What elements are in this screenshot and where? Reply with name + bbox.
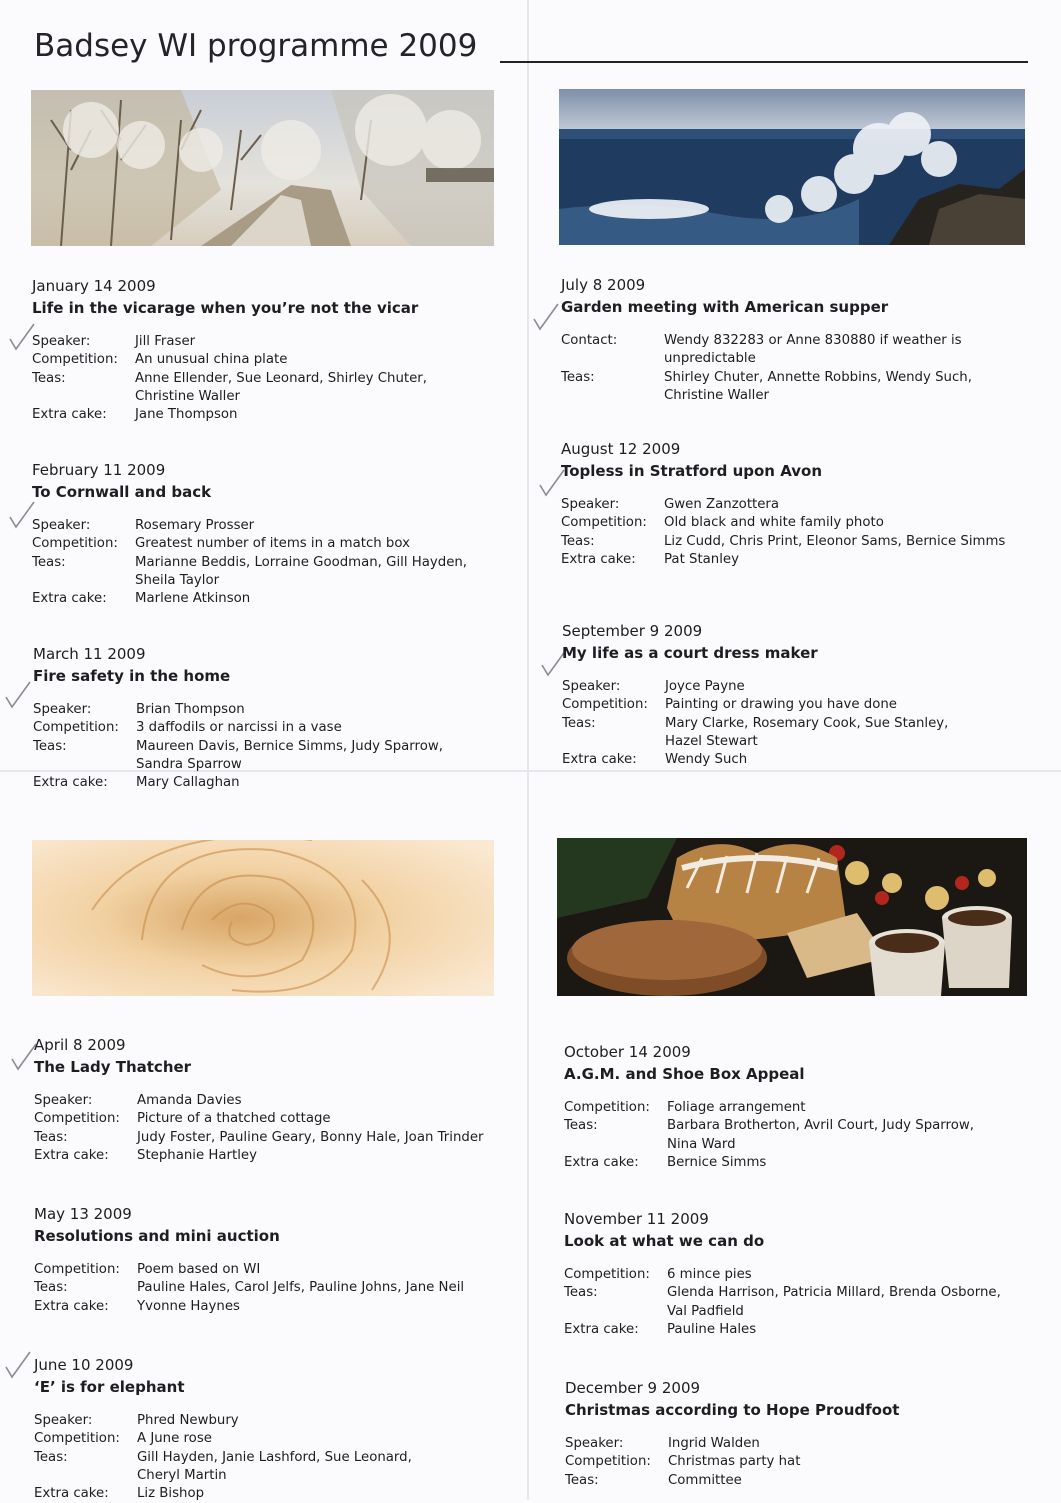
detail-value (668, 1453, 800, 1471)
detail-row (562, 696, 948, 714)
detail-value (136, 774, 443, 792)
event-title: Resolutions and mini auction (34, 1227, 280, 1245)
detail-line: Judy Foster, Pauline Geary, Bonny Hale, Joan Trinder (137, 1129, 484, 1145)
detail-value (136, 738, 443, 775)
detail-label: Speaker: (34, 1093, 93, 1108)
detail-label: Teas: (32, 554, 66, 570)
detail-label: Speaker: (561, 497, 620, 512)
detail-line: Maureen Davis, Bernice Simms, Judy Sparrow, (136, 738, 443, 754)
detail-line: Jill Fraser (135, 334, 196, 349)
detail-label: Extra cake: (32, 591, 107, 607)
event-block (34, 1354, 514, 1503)
event-block (34, 1203, 514, 1316)
detail-line: Brian Thompson (136, 702, 245, 717)
detail-line: Marlene Atkinson (135, 591, 251, 607)
detail-row (564, 1266, 1001, 1284)
detail-row (561, 514, 1005, 532)
event-details (564, 1099, 974, 1172)
detail-label: Extra cake: (34, 1486, 109, 1502)
tick-mark-icon (4, 1350, 34, 1380)
detail-value (136, 719, 443, 737)
event-date: September 9 2009 (562, 622, 703, 640)
event-block (32, 459, 512, 608)
photo-frosty-lane (31, 90, 494, 246)
detail-label: Speaker: (33, 702, 92, 717)
detail-line: Marianne Beddis, Lorraine Goodman, Gill Hayden, (135, 554, 468, 570)
detail-value (664, 496, 1005, 514)
event-title: My life as a court dress maker (562, 644, 818, 662)
detail-label: Teas: (565, 1472, 599, 1488)
detail-value (137, 1298, 464, 1316)
detail-row (33, 701, 443, 719)
event-date: January 14 2009 (32, 277, 156, 295)
detail-value (137, 1449, 412, 1486)
detail-label: Teas: (561, 533, 595, 549)
detail-label: Competition: (564, 1100, 650, 1115)
detail-row (32, 351, 427, 369)
detail-row (565, 1435, 800, 1453)
detail-label: Teas: (561, 369, 595, 385)
detail-line: Cheryl Martin (137, 1467, 227, 1483)
detail-value (137, 1279, 464, 1297)
detail-line: Bernice Simms (667, 1154, 767, 1170)
detail-value (135, 590, 467, 608)
detail-label: Competition: (32, 352, 118, 368)
detail-row (562, 715, 948, 752)
detail-row (33, 774, 443, 792)
detail-row (34, 1485, 412, 1503)
detail-line: Anne Ellender, Sue Leonard, Shirley Chuter, (135, 370, 427, 386)
detail-label: Teas: (34, 1129, 68, 1145)
detail-row (562, 751, 948, 769)
detail-label: Teas: (562, 715, 596, 731)
tick-mark-icon (4, 680, 34, 710)
event-details (565, 1435, 800, 1490)
detail-value (135, 406, 427, 424)
detail-label: Extra cake: (34, 1298, 109, 1314)
detail-row (33, 719, 443, 737)
detail-row (562, 678, 948, 696)
event-block (561, 438, 1041, 569)
detail-row (561, 496, 1005, 514)
detail-row (561, 369, 972, 406)
event-date: February 11 2009 (32, 461, 166, 479)
detail-line: Liz Bishop (137, 1486, 205, 1502)
event-block (565, 1377, 1045, 1490)
event-details (34, 1412, 412, 1503)
detail-label: Competition: (32, 536, 118, 552)
detail-value (137, 1092, 483, 1110)
detail-label: Extra cake: (32, 407, 107, 423)
detail-row (34, 1430, 412, 1448)
event-details (561, 332, 972, 405)
detail-value (665, 751, 948, 769)
event-details (34, 1261, 464, 1316)
detail-label: Competition: (561, 515, 647, 531)
event-date: December 9 2009 (565, 1379, 701, 1397)
detail-row (561, 533, 1005, 551)
detail-line: Pauline Hales (667, 1321, 757, 1337)
detail-row (34, 1129, 483, 1147)
event-title: Topless in Stratford upon Avon (561, 462, 823, 480)
photo-cream-rose (32, 840, 494, 996)
detail-line: Amanda Davies (137, 1093, 242, 1108)
detail-line: Pat Stanley (664, 551, 739, 567)
detail-value (667, 1321, 1001, 1339)
event-details (562, 678, 948, 769)
detail-value (664, 514, 1005, 532)
event-details (561, 496, 1005, 569)
detail-row (564, 1117, 974, 1154)
event-block (34, 1034, 514, 1165)
detail-line: Greatest number of items in a match box (135, 536, 410, 552)
event-title: ‘E’ is for elephant (34, 1378, 185, 1396)
detail-line: Sandra Sparrow (136, 756, 242, 772)
detail-row (34, 1092, 483, 1110)
detail-label: Extra cake: (562, 752, 637, 768)
detail-label: Competition: (34, 1111, 120, 1127)
detail-line: Liz Cudd, Chris Print, Eleonor Sams, Bernice Simms (664, 533, 1006, 549)
detail-line: Pauline Hales, Carol Jelfs, Pauline Johns, Jane Neil (137, 1280, 465, 1296)
detail-label: Competition: (33, 720, 119, 736)
detail-line: unpredictable (664, 351, 756, 367)
detail-row (32, 333, 427, 351)
event-block (561, 274, 1041, 405)
detail-row (32, 535, 467, 553)
detail-line: Jane Thompson (135, 407, 238, 423)
detail-value (668, 1472, 800, 1490)
event-details (564, 1266, 1001, 1339)
detail-value (137, 1147, 483, 1165)
detail-row (32, 370, 427, 407)
detail-line: Glenda Harrison, Patricia Millard, Brenda Osborne, (667, 1285, 1001, 1301)
detail-line: Painting or drawing you have done (665, 697, 897, 713)
detail-row (34, 1110, 483, 1128)
event-title: Christmas according to Hope Proudfoot (565, 1401, 900, 1419)
detail-row (34, 1412, 412, 1430)
detail-value (664, 551, 1005, 569)
detail-row (561, 551, 1005, 569)
detail-value (137, 1261, 464, 1279)
detail-line: An unusual china plate (135, 352, 288, 368)
detail-row (34, 1261, 464, 1279)
title-underline (500, 61, 1028, 63)
event-date: June 10 2009 (34, 1356, 134, 1374)
detail-line: Mary Clarke, Rosemary Cook, Sue Stanley, (665, 715, 949, 731)
detail-value (667, 1117, 974, 1154)
detail-label: Speaker: (562, 679, 621, 694)
detail-value (137, 1430, 412, 1448)
detail-value (135, 554, 467, 591)
detail-label: Teas: (34, 1280, 68, 1296)
event-details (33, 701, 443, 792)
detail-value (135, 517, 467, 535)
event-details (34, 1092, 483, 1165)
detail-line: Nina Ward (667, 1136, 736, 1152)
event-title: Look at what we can do (564, 1232, 765, 1250)
event-block (33, 643, 513, 792)
detail-row (33, 738, 443, 775)
detail-label: Teas: (564, 1285, 598, 1301)
detail-label: Competition: (34, 1431, 120, 1447)
detail-label: Extra cake: (564, 1154, 639, 1170)
event-title: The Lady Thatcher (34, 1058, 192, 1076)
event-block (32, 275, 512, 424)
event-title: Life in the vicarage when you’re not the vicar (32, 299, 419, 317)
detail-row (32, 590, 467, 608)
fold-line-vertical (527, 0, 529, 1500)
detail-label: Teas: (34, 1449, 68, 1465)
event-title: A.G.M. and Shoe Box Appeal (564, 1065, 805, 1083)
detail-row (565, 1472, 800, 1490)
event-date: March 11 2009 (33, 645, 146, 663)
detail-value (135, 535, 467, 553)
event-date: April 8 2009 (34, 1036, 126, 1054)
detail-line: Foliage arrangement (667, 1100, 806, 1115)
detail-value (667, 1154, 974, 1172)
event-date: August 12 2009 (561, 440, 681, 458)
detail-row (565, 1453, 800, 1471)
detail-value (137, 1485, 412, 1503)
detail-line: Stephanie Hartley (137, 1147, 257, 1163)
detail-value (667, 1266, 1001, 1284)
detail-label: Extra cake: (564, 1321, 639, 1337)
page-title: Badsey WI programme 2009 (34, 28, 478, 64)
detail-line: Christine Waller (135, 388, 241, 404)
detail-label: Teas: (33, 738, 67, 754)
detail-line: Old black and white family photo (664, 515, 884, 531)
detail-value (665, 678, 948, 696)
detail-value (136, 701, 443, 719)
detail-line: Joyce Payne (665, 679, 745, 694)
detail-line: Committee (668, 1472, 742, 1488)
detail-line: 3 daffodils or narcissi in a vase (136, 720, 342, 736)
detail-row (564, 1284, 1001, 1321)
event-date: July 8 2009 (561, 276, 646, 294)
detail-label: Extra cake: (34, 1147, 109, 1163)
detail-line: Hazel Stewart (665, 733, 758, 749)
detail-value (664, 533, 1005, 551)
detail-line: Gill Hayden, Janie Lashford, Sue Leonard, (137, 1449, 412, 1465)
detail-line: Yvonne Haynes (137, 1298, 240, 1314)
event-block (564, 1208, 1044, 1339)
detail-row (564, 1154, 974, 1172)
tick-mark-icon (532, 302, 562, 332)
photo-festive-cakes (557, 838, 1027, 996)
detail-row (32, 406, 427, 424)
detail-label: Competition: (34, 1262, 120, 1277)
detail-label: Competition: (565, 1454, 651, 1470)
detail-line: Wendy Such (665, 752, 748, 768)
detail-line: Wendy 832283 or Anne 830880 if weather is (664, 333, 962, 348)
photo-crashing-wave (559, 89, 1025, 245)
detail-line: Barbara Brotherton, Avril Court, Judy Sparrow, (667, 1118, 974, 1134)
detail-line: Sheila Taylor (135, 572, 220, 588)
detail-value (137, 1412, 412, 1430)
detail-label: Competition: (562, 697, 648, 713)
detail-label: Speaker: (565, 1436, 624, 1451)
detail-value (135, 333, 427, 351)
detail-label: Speaker: (32, 518, 91, 533)
event-date: May 13 2009 (34, 1205, 132, 1223)
detail-row (34, 1279, 464, 1297)
detail-line: 6 mince pies (667, 1267, 752, 1282)
detail-value (667, 1284, 1001, 1321)
detail-value (665, 715, 948, 752)
event-date: October 14 2009 (564, 1043, 691, 1061)
detail-value (667, 1099, 974, 1117)
detail-line: Gwen Zanzottera (664, 497, 780, 512)
event-title: To Cornwall and back (32, 483, 212, 501)
event-title: Garden meeting with American supper (561, 298, 889, 316)
detail-line: Val Padfield (667, 1303, 744, 1319)
detail-line: Mary Callaghan (136, 775, 240, 791)
detail-label: Competition: (564, 1267, 650, 1282)
detail-label: Speaker: (32, 334, 91, 349)
detail-line: Christine Waller (664, 387, 770, 403)
detail-line: Poem based on WI (137, 1262, 261, 1277)
event-details (32, 517, 467, 608)
detail-line: Phred Newbury (137, 1413, 239, 1428)
detail-label: Extra cake: (33, 775, 108, 791)
detail-row (561, 332, 972, 369)
detail-label: Speaker: (34, 1413, 93, 1428)
detail-label: Teas: (32, 370, 66, 386)
detail-value (137, 1110, 483, 1128)
detail-value (137, 1129, 483, 1147)
event-block (562, 620, 1042, 769)
detail-line: Rosemary Prosser (135, 518, 255, 533)
detail-row (32, 517, 467, 535)
detail-label: Extra cake: (561, 551, 636, 567)
detail-value (668, 1435, 800, 1453)
detail-row (32, 554, 467, 591)
event-title: Fire safety in the home (33, 667, 231, 685)
detail-value (135, 370, 427, 407)
event-date: November 11 2009 (564, 1210, 709, 1228)
detail-row (564, 1099, 974, 1117)
detail-line: A June rose (137, 1431, 212, 1447)
detail-row (564, 1321, 1001, 1339)
event-block (564, 1041, 1044, 1172)
event-details (32, 333, 427, 424)
detail-value (665, 696, 948, 714)
detail-line: Christmas party hat (668, 1454, 801, 1470)
detail-row (34, 1298, 464, 1316)
detail-line: Shirley Chuter, Annette Robbins, Wendy Such, (664, 369, 972, 385)
detail-line: Picture of a thatched cottage (137, 1111, 331, 1127)
detail-label: Teas: (564, 1118, 598, 1134)
detail-row (34, 1449, 412, 1486)
detail-value (135, 351, 427, 369)
detail-label: Contact: (561, 333, 618, 348)
detail-row (34, 1147, 483, 1165)
detail-value (664, 369, 972, 406)
detail-value (664, 332, 972, 369)
detail-line: Ingrid Walden (668, 1436, 760, 1451)
